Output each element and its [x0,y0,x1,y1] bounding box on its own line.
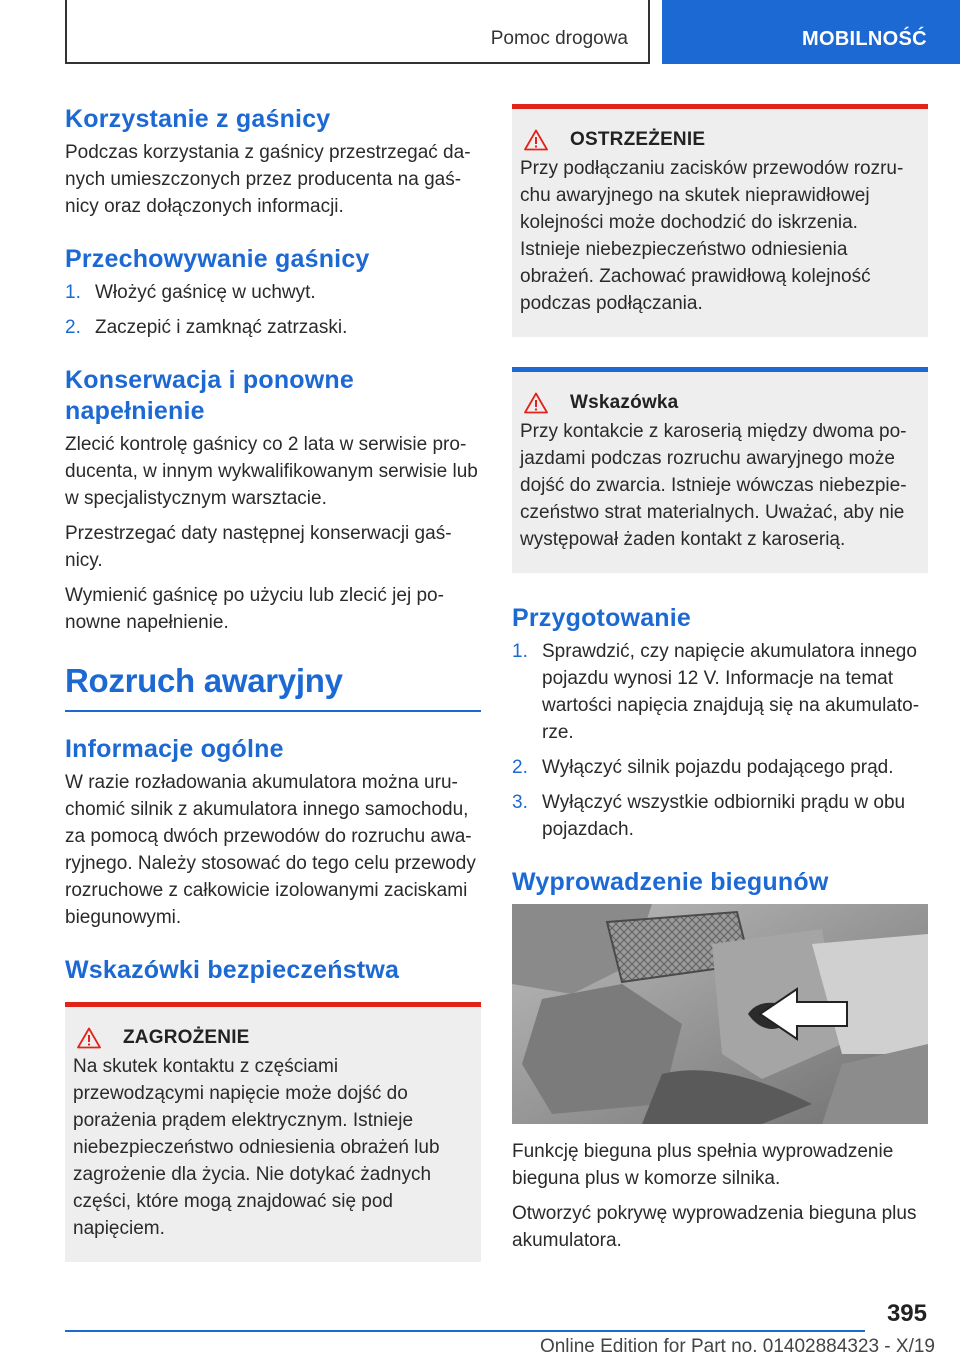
chapter-title: Rozruch awaryjny [65,660,481,712]
section-title: Korzystanie z gaśnicy [65,105,331,133]
numbered-list [512,638,928,843]
paragraph: Podczas korzystania z gaśnicy przestrzegać danych umieszczonych przez producenta na gaśnicy oraz dołączonych informacji. [65,142,471,217]
section-extinguisher-storage [65,244,481,341]
hint-box [512,367,928,573]
warning-text: Przy podłączaniu zacisków przewodów rozruchu awaryjnego na skutek nieprawidłowej kolejności może dochodzić do iskrzenia. Istnieje niebezpieczeństwo odniesienia obrażeń. Zachować prawidłową kolejność podczas podłączania. [520,158,904,314]
list-text: Zaczepić i zamknąć zatrzaski. [95,317,348,338]
list-number: 2. [512,757,528,778]
page-number: 395 [886,1300,927,1327]
paragraph: W razie rozładowania akumulatora można uruchomić silnik z akumulatora innego samochodu, za pomocą dwóch przewodów do rozruchu awaryjnego. Należy stosować do tego celu przewody rozruchowe z całkowicie izolowanymi zaciskami biegunowymi. [65,772,476,928]
list-text: Włożyć gaśnicę w uchwyt. [95,282,316,303]
hint-header [520,392,920,414]
section-pole-terminals [512,867,928,1254]
paragraph: Wymienić gaśnicę po użyciu lub zlecić jej ponowne napełnienie. [65,585,444,633]
paragraph: Zlecić kontrolę gaśnicy co 2 lata w serwisie producenta, w innym wykwalifikowanym serwisie lub w specjalistycznym warsztacie. [65,434,478,509]
header-chapter-tab [662,0,960,64]
list-text: Wyłączyć wszystkie odbiorniki prądu w obu pojazdach. [542,792,906,840]
header-section-box [65,0,650,64]
section-maintenance [65,365,481,636]
section-title: Konserwacja i ponowne napełnienie [65,366,354,425]
numbered-list [65,279,481,341]
section-extinguisher-use [65,104,481,220]
hint-text: Przy kontakcie z karoserią między dwoma pojazdami podczas rozruchu awaryjnego może dojść do zwarcia. Istnieje wówczas niebezpieczeństwo strat materialnych. Uważać, aby nie występował żaden kontakt z karoserią. [520,421,907,550]
list-number: 2. [65,317,81,338]
list-text: Wyłączyć silnik pojazdu podającego prąd. [542,757,894,778]
list-number: 3. [512,792,528,813]
list-text: Sprawdzić, czy napięcie akumulatora innego pojazdu wynosi 12 V. Informacje na temat wartości napięcia znajdują się na akumulatorze. [542,641,920,743]
footer-edition: Online Edition for Part no. 01402884323 - X/19 [539,1336,935,1357]
section-title: Wyprowadzenie biegunów [512,868,829,896]
header-chapter-label: MOBILNOŚĆ [802,28,927,50]
paragraph: Przestrzegać daty następnej konserwacji gaśnicy. [65,523,452,571]
section-title: Informacje ogólne [65,735,284,763]
hint-title: Wskazówka [570,392,679,413]
header-section-title: Pomoc drogowa [490,28,628,49]
list-item [65,279,481,306]
warning-triangle-icon [77,1027,101,1049]
list-item [512,638,928,746]
page-header [0,0,960,66]
danger-title: ZAGROŻENIE [123,1027,250,1048]
danger-header [73,1027,473,1049]
section-title: Przygotowanie [512,604,692,632]
section-preparation [512,603,928,843]
warning-box [512,104,928,337]
danger-box [65,1002,481,1262]
paragraph: Funkcję bieguna plus spełnia wyprowadzenie bieguna plus w komorze silnika. [512,1141,894,1189]
engine-bay-image [512,904,928,1124]
section-title: Przechowywanie gaśnicy [65,245,370,273]
left-column [65,104,481,1292]
list-number: 1. [512,641,528,662]
list-item [512,754,928,781]
footer-divider [65,1330,865,1332]
warning-header [520,129,920,151]
right-column [512,104,928,1262]
paragraph: Otworzyć pokrywę wyprowadzenia bieguna plus akumulatora. [512,1203,917,1251]
list-number: 1. [65,282,81,303]
danger-text: Na skutek kontaktu z częściami przewodzącymi napięcie może dojść do porażenia prądem elektrycznym. Istnieje niebezpieczeństwo odniesienia obrażeń lub zagrożenie dla życia. Nie dotykać żadnych części, które mogą znajdować się pod napięciem. [73,1056,440,1239]
list-item [512,789,928,843]
section-title-safety: Wskazówki bezpieczeństwa [65,956,400,984]
warning-title: OSTRZEŻENIE [570,129,706,150]
warning-triangle-icon [524,129,548,151]
list-item [65,314,481,341]
section-general-info [65,734,481,931]
warning-triangle-icon [524,392,548,414]
